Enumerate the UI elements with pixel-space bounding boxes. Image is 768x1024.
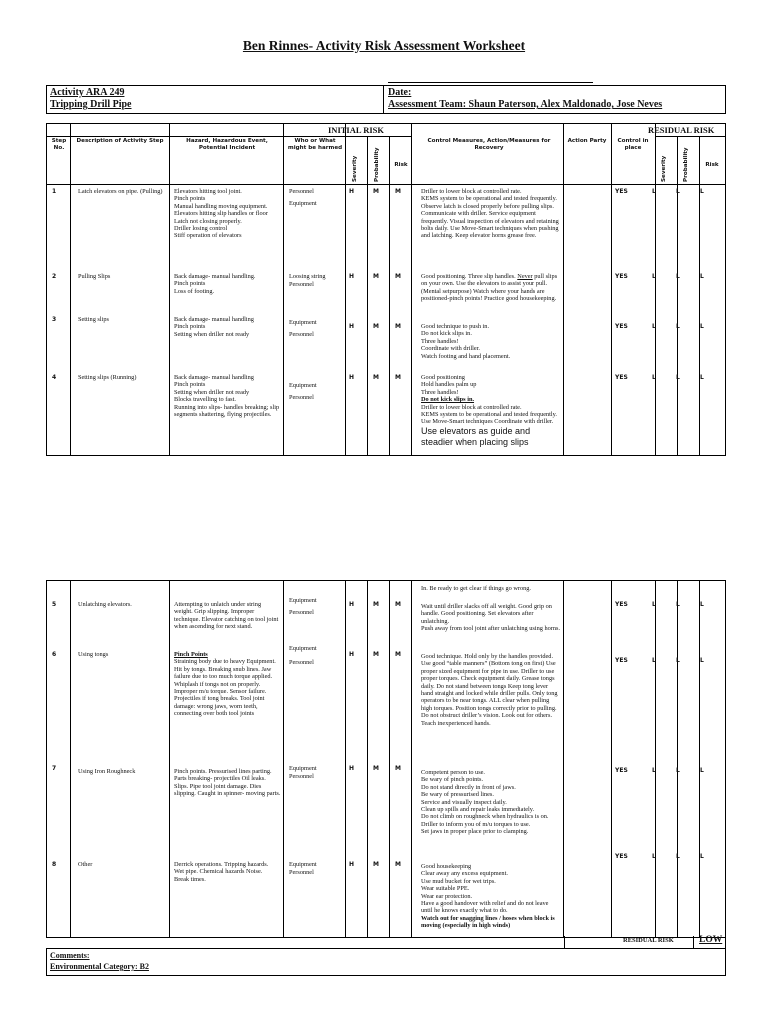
activity-name: Tripping Drill Pipe xyxy=(50,99,132,110)
header-action-party: Action Party xyxy=(567,138,607,144)
header-residual-risk: Risk xyxy=(705,162,719,168)
header-residual-severity: Severity xyxy=(661,155,667,182)
activity-header xyxy=(46,85,726,114)
page-title: Ben Rinnes- Activity Risk Assessment Worksheet xyxy=(242,38,526,53)
date-label: Date: xyxy=(388,87,412,98)
header-who: Who or What might be harmed xyxy=(287,138,343,151)
header-description: Description of Activity Step xyxy=(76,138,164,144)
risk-table-page-2: In. Be ready to get clear if things go wrong. 5 Unlatching elevators. Attempting to unlatch under string weight. Grip slipping. Improper technique. Elevator catching on tool joint when ascending for next stand. Equipment Personnel H M M Wait until driller slacks off all weight. Good grip on handle. Good positioning. Set elevators after unlatching. Push away from tool joint after unlatching using horns. YES L L L 6 Using tongs Pinch Points Straining body due to heavy Equipment. Hit by tongs. Breaking snub lines. Jaw failure due to too much torque applied. Whiplash if tongs not on properly. Improper m/u torque. Sensor failure. Projectiles if tong breaks. Tool joint damage: wrong jaws, worn teeth, connecting over both tool joints Equipment Personnel H M M Good technique. Hold only by the handles provided. Use good “table manners” (Bottom tong on first) Use proper sized equipment for pipe in use. Driller to use proper torques. Check equipment daily. Grease tongs daily. Do not stand between tongs Keep tong lever hand straight and locked while driller pulls. Only tong operators to be near tongs. ALL clear when pulling high torques. Position tongs correctly prior to pulling. Do not obstruct driller’s vision. Look out for others. Teach inexperienced hands. YES L L L 7 Using Iron Roughneck Pinch points. Pressurised lines parting. Parts breaking- projectiles Oil leaks. Slips. Pipe tool joint damage. Dies slipping. Caught in spinner- moving parts. Equipment Personnel H M M Competent person to use. Be wary of pinch points. Do not stand directly in front of jaws. Be wary of pressurised lines. Service and visually inspect daily. Clean up spills and repair leaks immediately. Do not climb on roughneck when hydraulics is on. Driller to inform you of m/u torques to use. Set jaws in proper place prior to clamping. YES L L L 8 Other Derrick operations. Tripping hazards. Wet pipe. Chemical hazards Noise. Break times. Equipment Personnel H M M Good housekeeping Clear away any excess equipment. Use mud bucket for wet trips. Wear suitable PPE. Wear ear protection. Have a good handover with relief and do not leave until he knows exactly what to do. Watch out for snagging lines / hoses when block is moving (especially in high winds) YES L L L xyxy=(46,580,726,938)
comments-label: Comments: xyxy=(50,951,90,960)
residual-risk-summary-value: LOW xyxy=(699,935,723,945)
initial-risk-label: INITIAL RISK xyxy=(328,125,384,135)
header-probability: Probability xyxy=(374,147,380,182)
residual-risk-label: RESIDUAL RISK xyxy=(648,125,715,135)
environmental-category: Environmental Category: B2 xyxy=(50,962,149,971)
residual-risk-summary-label: RESIDUAL RISK xyxy=(623,937,674,944)
risk-table-page-1: INITIAL RISK RESIDUAL RISK Step No. Description of Activity Step Hazard, Hazardous Event, Potential Incident Who or What might be harmed Severity Probability Risk Control Measures, Action/Measures for Recovery Action Party Control in place Severity Probability Risk 1 Latch elevators on pipe. (Pulling) Elevators hitting tool joint. Pinch points Manual handling moving equipment. Elevators hitting slip handles or floor Latch not closing properly. Driller losing control Stiff operation of elevators Personnel Equipment H M M Driller to lower block at controlled rate. KEMS system to be operational and tested frequently. Observe latch is closed properly before pulling slips. Communicate with driller. Service equipment frequently. Visual inspection of elevators and retaining bolts daily. Use Move-Smart techniques when pushing and latching. Keep elevator horns grease free. YES L L L 2 Pulling Slips Back damage- manual handling. Pinch points Loss of footing. Loosing string Personnel H M M Good positioning. Three slip handles. Never pull slips on your own. Use the elevators to assist your pull. (Mental setpurpose) Watch where your hands are positioned-pinch points! Practice good housekeeping. YES L L L 3 Setting slips Back damage- manual handling Pinch points Setting when driller not ready Equipment Personnel H M M Good technique to push in. Do not kick slips in. Three handles! Coordinate with driller. Watch footing and hand placement. YES L L L 4 Setting slips (Running) Back damage- manual handling Pinch points Setting when driller not ready Blocks travelling to fast. Running into slips- handles breaking; slip segments shattering, flying projectiles. Equipment Personnel H M M Good positioning Hold handles palm up Three handles! Do not kick slips in. Driller to lower block at controlled rate. KEMS system to be operational and tested frequently. Use Move-Smart techniques Coordinate with driller. Use elevators as guide and steadier when placing slips YES L L L xyxy=(46,123,726,456)
comments-box xyxy=(46,948,726,976)
header-risk: Risk xyxy=(394,162,408,168)
activity-header-left xyxy=(47,86,384,113)
header-step: Step No. xyxy=(51,138,67,151)
continued-note: In. Be ready to get clear if things go wrong. xyxy=(421,585,531,592)
header-control: Control Measures, Action/Measures for Recovery xyxy=(427,138,551,151)
date-underline xyxy=(388,82,593,83)
header-severity: Severity xyxy=(352,155,358,182)
header-hazard: Hazard, Hazardous Event, Potential Incident xyxy=(186,138,268,151)
header-control-in-place: Control in place xyxy=(617,138,649,151)
activity-id: Activity ARA 249 xyxy=(50,87,125,98)
assessment-team: Assessment Team: Shaun Paterson, Alex Maldonado, Jose Neves xyxy=(388,99,663,110)
header-residual-probability: Probability xyxy=(683,147,689,182)
